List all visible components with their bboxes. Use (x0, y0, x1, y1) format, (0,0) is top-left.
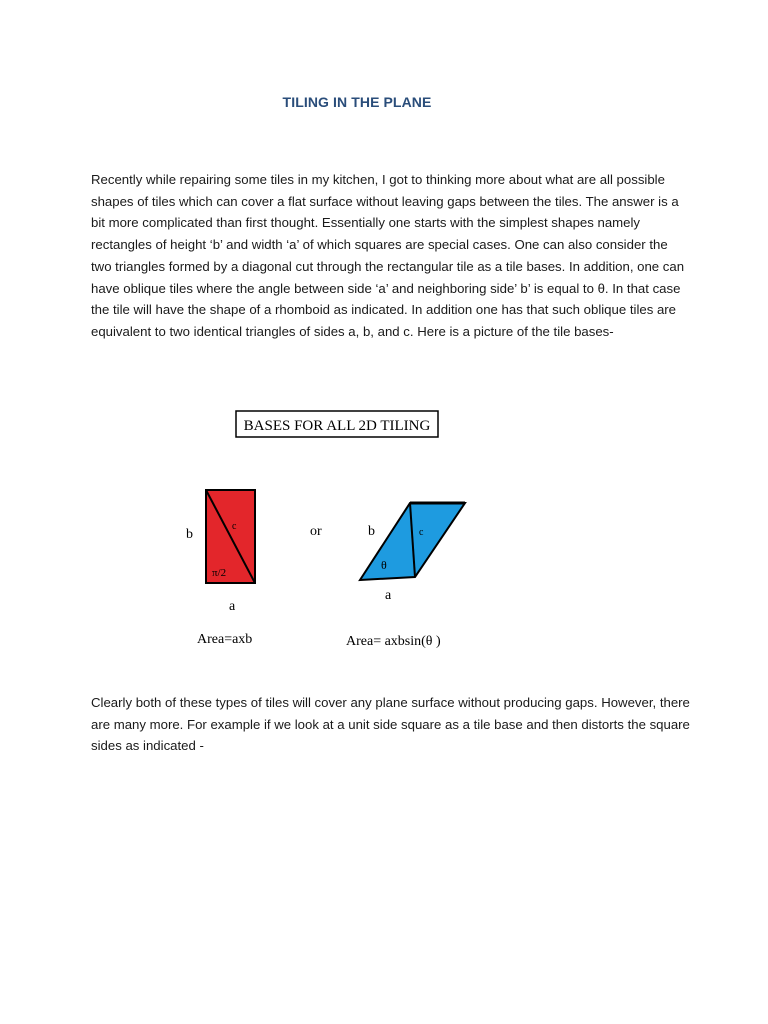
rectangle-angle-bottom-label: π/2 (212, 567, 227, 579)
conclusion-paragraph: Clearly both of these types of tiles will cover any plane surface without producing gaps. However, there are many more. For example if we look at a unit side square as a tile base and then distorts the square sides as indicated - (91, 695, 690, 754)
rectangle-area-label: Area=axb (197, 632, 253, 647)
tile-bases-figure (170, 405, 490, 655)
rhomboid-area-label: Area= axbsin(θ ) (346, 634, 441, 649)
rhomboid-side-c-label: c (419, 527, 424, 538)
rectangle-side-b-label: b (186, 527, 193, 542)
rectangle-angle-top-label: c (232, 521, 237, 532)
rhomboid-side-b-label: b (368, 524, 375, 539)
intro-paragraph: Recently while repairing some tiles in my kitchen, I got to thinking more about what are all possible shapes of tiles which can cover a flat surface without leaving gaps between the tiles. The answer is a bit more complicated than first thought. Essentially one starts with the simplest shapes namely rectangles of height ‘b’ and width ‘a’ of which squares are special cases. One can also consider the two triangles formed by a diagonal cut through the rectangular tile as a tile bases. In addition, one can have oblique tiles where the angle between side ‘a’ and neighboring side’ b’ is equal to θ. In that case the tile will have the shape of a rhomboid as indicated. In addition one has that such oblique tiles are equivalent to two identical triangles of sides a, b, and c. Here is a picture of the tile bases- (91, 172, 685, 339)
rhomboid-side-a-label: a (385, 588, 392, 603)
rectangle-tile (186, 490, 255, 647)
figure-heading: BASES FOR ALL 2D TILING (243, 418, 431, 434)
rhomboid-tile (346, 503, 465, 649)
tile-bases-diagram (170, 405, 490, 655)
page-title: TILING IN THE PLANE (282, 94, 432, 110)
separator-or-label: or (310, 524, 322, 539)
rectangle-side-a-label: a (229, 599, 236, 614)
rhomboid-angle-label: θ (381, 558, 387, 572)
